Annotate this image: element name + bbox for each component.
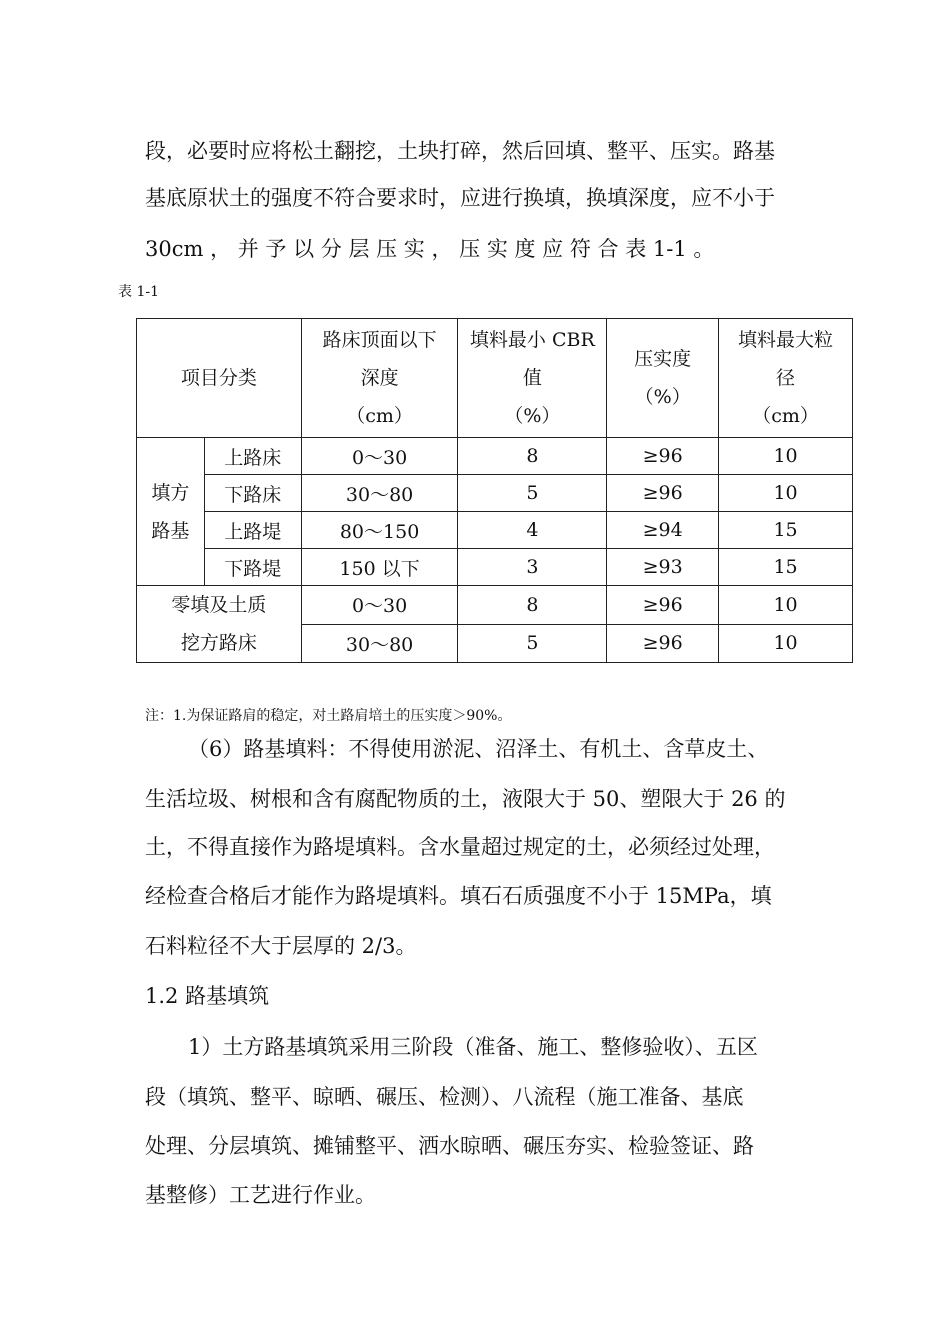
cell-cbr: 4 [458, 512, 607, 549]
header-cbr [458, 319, 607, 438]
header-depth-line: 路床顶面以下 [322, 329, 437, 351]
paragraph-line: 土，不得直接作为路堤填料。含水量超过规定的土，必须经过处理， [145, 835, 775, 859]
group-label-line: 挖方路床 [180, 632, 257, 654]
compaction-table [136, 318, 853, 663]
cell-cbr: 8 [458, 586, 607, 625]
header-size-line: 径 [776, 367, 796, 389]
cell-size: 15 [719, 549, 853, 586]
table-row [137, 512, 853, 549]
cell-size: 10 [719, 475, 853, 512]
group-zero-fill-cut [137, 586, 302, 663]
header-depth [301, 319, 458, 438]
cell-compaction: ≥96 [607, 586, 719, 625]
paragraph-line: 石料粒径不大于层厚的 2/3。 [145, 934, 417, 958]
paragraph-line: （6）路基填料：不得使用淤泥、沼泽土、有机土、含草皮土、 [188, 737, 769, 761]
paragraph-line: 基整修）工艺进行作业。 [145, 1183, 376, 1207]
table-row [137, 438, 853, 475]
paragraph-line: 处理、分层填筑、摊铺整平、洒水晾晒、碾压夯实、检验签证、路 [145, 1134, 754, 1158]
header-size-line: （cm） [752, 405, 819, 427]
table-header-row [137, 319, 853, 438]
cell-cbr: 5 [458, 475, 607, 512]
table-row [137, 586, 853, 625]
header-compaction-line: 压实度 [634, 348, 692, 370]
cell-depth: 30～80 [301, 624, 458, 663]
header-depth-line: （cm） [346, 405, 413, 427]
cell-sub: 上路堤 [204, 512, 301, 549]
group-label-line: 路基 [151, 519, 190, 542]
cell-depth: 80～150 [301, 512, 458, 549]
cell-cbr: 8 [458, 438, 607, 475]
cell-depth: 0～30 [301, 438, 458, 475]
paragraph-line: 基底原状土的强度不符合要求时，应进行换填，换填深度，应不小于 [145, 186, 775, 210]
paragraph-line: 1）土方路基填筑采用三阶段（准备、施工、整修验收）、五区 [188, 1035, 758, 1059]
cell-size: 10 [719, 624, 853, 663]
cell-depth: 0～30 [301, 586, 458, 625]
paragraph-line: 段（填筑、整平、晾晒、碾压、检测）、八流程（施工准备、基底 [145, 1085, 744, 1109]
table-row [137, 549, 853, 586]
cell-compaction: ≥96 [607, 475, 719, 512]
paragraph-line: 段，必要时应将松土翻挖，土块打碎，然后回填、整平、压实。路基 [145, 139, 775, 163]
cell-size: 15 [719, 512, 853, 549]
paragraph-line: 30cm ， 并 予 以 分 层 压 实 ， 压 实 度 应 符 合 表 1-1 。 [145, 237, 715, 261]
cell-sub: 下路堤 [204, 549, 301, 586]
header-depth-line: 深度 [360, 367, 399, 389]
group-label-line: 零填及土质 [171, 594, 267, 616]
table-row [137, 475, 853, 512]
group-label-line: 填方 [151, 481, 190, 504]
header-cbr-line: 值 [522, 367, 542, 389]
header-category: 项目分类 [137, 319, 302, 438]
cell-sub: 下路床 [204, 475, 301, 512]
cell-depth: 30～80 [301, 475, 458, 512]
header-compaction-line: （%） [634, 386, 691, 408]
group-fill-subgrade [137, 438, 205, 586]
cell-compaction: ≥93 [607, 549, 719, 586]
table-caption: 表 1-1 [118, 284, 159, 300]
header-size-line: 填料最大粒 [738, 329, 834, 351]
cell-size: 10 [719, 586, 853, 625]
table-note: 注：1.为保证路肩的稳定，对土路肩培土的压实度＞90%。 [145, 708, 512, 724]
cell-cbr: 3 [458, 549, 607, 586]
paragraph-line: 经检查合格后才能作为路堤填料。填石石质强度不小于 15MPa，填 [145, 884, 772, 908]
cell-size: 10 [719, 438, 853, 475]
header-cbr-line: （%） [504, 405, 561, 427]
cell-depth: 150 以下 [301, 549, 458, 586]
cell-compaction: ≥96 [607, 438, 719, 475]
cell-compaction: ≥96 [607, 624, 719, 663]
header-max-size [719, 319, 853, 438]
cell-sub: 上路床 [204, 438, 301, 475]
cell-compaction: ≥94 [607, 512, 719, 549]
header-compaction [607, 319, 719, 438]
paragraph-line: 生活垃圾、树根和含有腐配物质的土，液限大于 50、塑限大于 26 的 [145, 787, 786, 811]
header-cbr-line: 填料最小 CBR [469, 329, 595, 351]
cell-cbr: 5 [458, 624, 607, 663]
section-heading: 1.2 路基填筑 [145, 984, 270, 1008]
